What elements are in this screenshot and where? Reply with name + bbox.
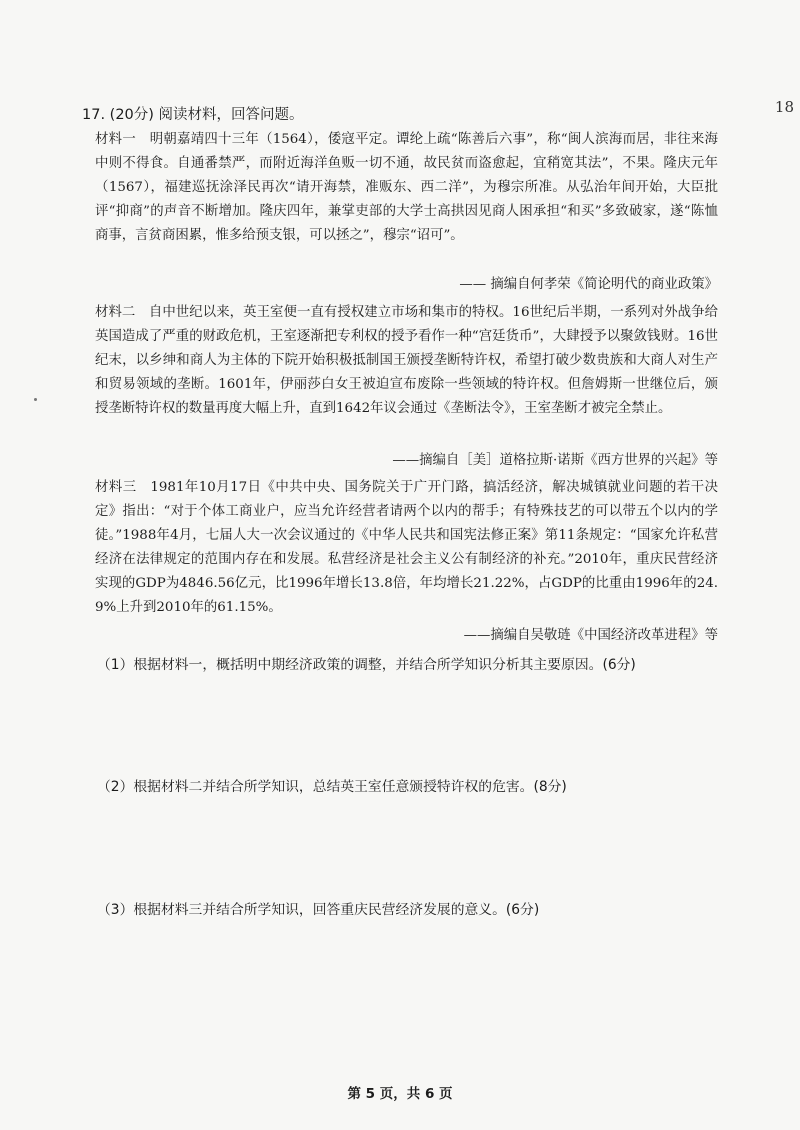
sub-question-2: （2）根据材料二并结合所学知识，总结英王室任意颁授特许权的危害。(8分)	[97, 779, 567, 795]
scan-speck	[34, 398, 37, 401]
material-one-text: 材料一 明朝嘉靖四十三年（1564），倭寇平定。谭纶上疏“陈善后六事”，称“闽人滨海而居，非往来海中则不得食。自通番禁严，而附近海洋鱼贩一切不通，故民贫而盗愈起，宜稍宽其法”，不果。隆庆元年（1567），福建巡抚涂泽民再次“请开海禁，准贩东、西二洋”，为穆宗所准。从弘治年间开始，大臣批评“抑商”的声音不断增加。隆庆四年，兼掌吏部的大学士高拱因见商人困承担“和买”多致破家，遂“陈恤商事，言贫商困累，惟多给预支银，可以拯之”，穆宗“诏可”。	[95, 132, 718, 243]
material-one-source: —— 摘编自何孝荣《简论明代的商业政策》	[459, 277, 718, 292]
sub-question-3: （3）根据材料三并结合所学知识，回答重庆民营经济发展的意义。(6分)	[97, 902, 540, 918]
material-two-source: ——摘编自［美］道格拉斯·诺斯《西方世界的兴起》等	[392, 453, 718, 468]
sub-question-1: （1）根据材料一，概括明中期经济政策的调整，并结合所学知识分析其主要原因。(6分)	[97, 657, 636, 673]
material-two-text: 材料二 自中世纪以来，英王室便一直有授权建立市场和集市的特权。16世纪后半期，一系列对外战争给英国造成了严重的财政危机，王室逐渐把专利权的授予看作一种“宫廷货币”，大肆授予以聚敛钱财。16世纪末，以乡绅和商人为主体的下院开始积极抵制国王颁授垄断特许权，希望打破少数贵族和大商人对生产和贸易领域的垄断。1601年，伊丽莎白女王被迫宣布废除一些领域的特许权。但詹姆斯一世继位后，颁授垄断特许权的数量再度大幅上升，直到1642年议会通过《垄断法令》，王室垄断才被完全禁止。	[95, 305, 718, 416]
page-edge-mark: 18	[774, 98, 794, 116]
material-three-text: 材料三 1981年10月17日《中共中央、国务院关于广开门路，搞活经济，解决城镇就业问题的若干决定》指出：“对于个体工商业户，应当允许经营者请两个以内的帮手；有特殊技艺的可以带五个以内的学徒。”1988年4月，七届人大一次会议通过的《中华人民共和国宪法修正案》第11条规定：“国家允许私营经济在法律规定的范围内存在和发展。私营经济是社会主义公有制经济的补充。”2010年，重庆民营经济实现的GDP为4846.56亿元，比1996年增长13.8倍，年均增长21.22%，占GDP的比重由1996年的24.9%上升到2010年的61.15%。	[95, 480, 718, 615]
page-footer: 第 5 页，共 6 页	[347, 1086, 453, 1102]
material-three-source: ——摘编自吴敬琏《中国经济改革进程》等	[463, 628, 718, 643]
question-header: 17. (20分) 阅读材料，回答问题。	[82, 107, 304, 123]
